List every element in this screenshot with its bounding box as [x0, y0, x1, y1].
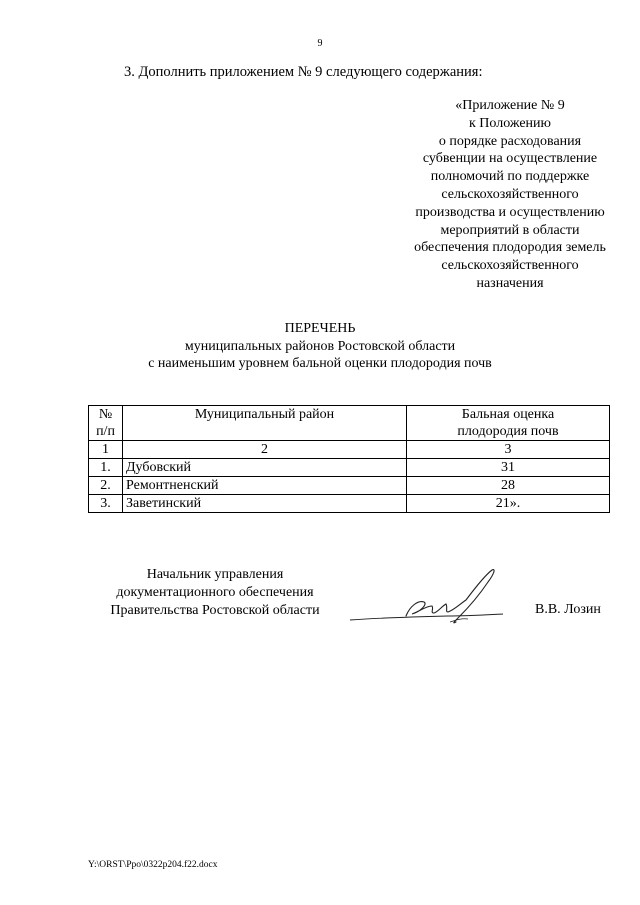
column-number: 2	[123, 441, 407, 459]
appendix-line: полномочий по поддержке	[430, 169, 590, 185]
appendix-line: сельскохозяйственного	[441, 258, 579, 274]
signer-name: В.В. Лозин	[535, 602, 601, 617]
appendix-line: назначения	[476, 275, 544, 291]
title-subline: с наименьшим уровнем бальной оценки плодородия почв	[148, 356, 492, 371]
appendix-line: о порядке расходования	[438, 133, 582, 149]
column-number: 1	[89, 441, 123, 459]
table-row	[89, 459, 610, 477]
row-number: 1.	[89, 459, 123, 477]
table-header-row	[89, 406, 610, 441]
position-line: Начальник управления	[146, 567, 284, 582]
header-score-line: плодородия почв	[457, 424, 559, 439]
row-number: 2.	[89, 477, 123, 495]
appendix-line: обеспечения плодородия земель	[414, 240, 606, 256]
title-heading: ПЕРЕЧЕНЬ	[284, 321, 356, 336]
header-number-line: №	[98, 407, 113, 422]
region-score: 21».	[407, 495, 610, 513]
column-numbers-row	[89, 441, 610, 459]
position-line: Правительства Ростовской области	[110, 603, 320, 618]
handwritten-signature	[348, 562, 508, 632]
appendix-line: субвенции на осуществление	[422, 151, 598, 167]
column-number: 3	[407, 441, 610, 459]
region-name: Ремонтненский	[123, 477, 407, 495]
appendix-line: мероприятий в области	[440, 222, 580, 238]
header-number	[89, 406, 123, 441]
region-name: Дубовский	[123, 459, 407, 477]
position-line: документационного обеспечения	[116, 585, 314, 600]
appendix-line: сельскохозяйственного	[441, 186, 579, 202]
row-number: 3.	[89, 495, 123, 513]
header-number-line: п/п	[96, 424, 115, 439]
region-score: 31	[407, 459, 610, 477]
intro-paragraph: 3. Дополнить приложением № 9 следующего содержания:	[124, 64, 483, 80]
appendix-reference	[385, 97, 635, 293]
region-name: Заветинский	[123, 495, 407, 513]
header-region-name: Муниципальный район	[123, 406, 407, 441]
appendix-line: к Положению	[468, 115, 551, 131]
signatory-position	[88, 566, 342, 620]
file-path-footer: Y:\ORST\Ppo\0322p204.f22.docx	[88, 860, 218, 870]
page-number: 9	[317, 38, 323, 49]
header-score-line: Бальная оценка	[461, 407, 555, 422]
table-row	[89, 495, 610, 513]
appendix-line: производства и осуществлению	[415, 204, 605, 220]
appendix-line: «Приложение № 9	[455, 98, 565, 113]
table-row	[89, 477, 610, 495]
title-subline: муниципальных районов Ростовской области	[184, 338, 456, 354]
regions-table	[88, 405, 610, 513]
document-title	[0, 320, 640, 373]
region-score: 28	[407, 477, 610, 495]
header-score	[407, 406, 610, 441]
